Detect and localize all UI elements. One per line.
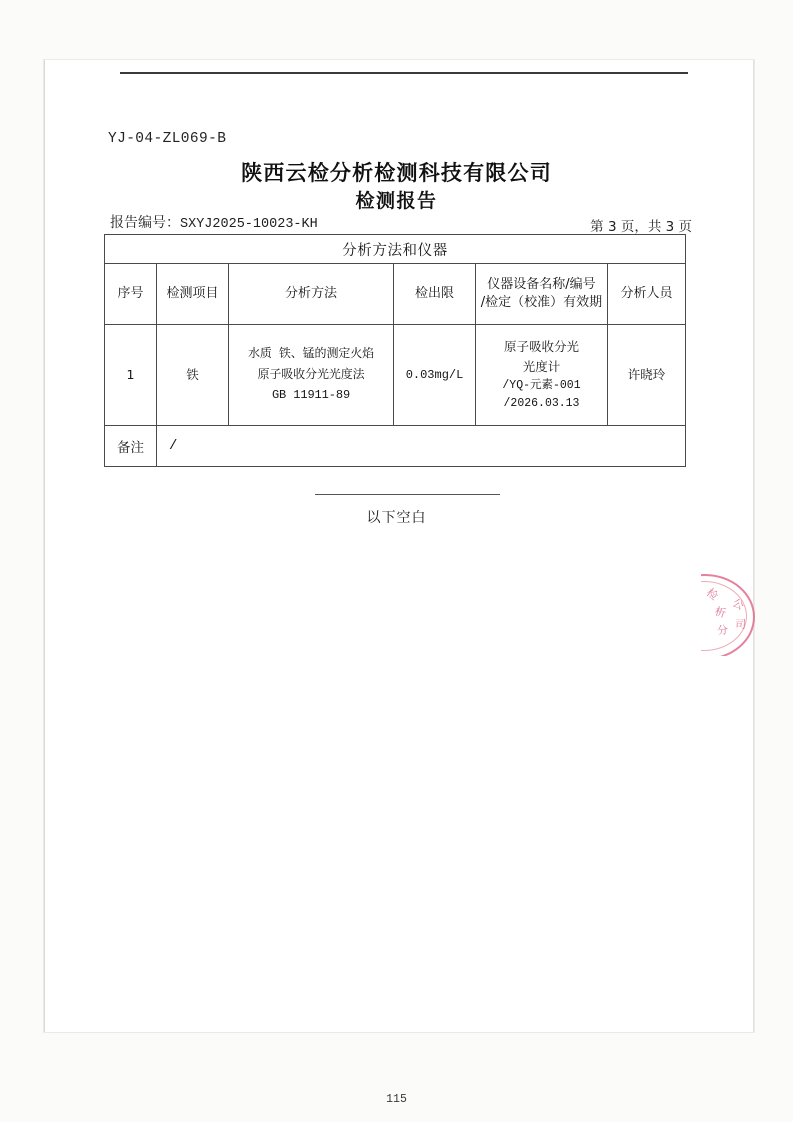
seal-char-3: 分 — [716, 623, 729, 638]
analysis-method-table — [104, 234, 686, 467]
column-header-item: 检测项目 — [157, 264, 229, 325]
table-remark-row — [105, 426, 686, 467]
column-header-instrument-line1: 仪器设备名称/编号 — [487, 277, 596, 293]
column-header-no: 序号 — [105, 264, 157, 325]
table-header-row — [105, 264, 686, 325]
cell-method — [229, 325, 394, 426]
remark-value: / — [157, 426, 686, 467]
report-number-value: SXYJ2025-10023-KH — [180, 217, 318, 232]
cell-instrument-line1: 原子吸收分光 — [503, 338, 579, 354]
column-header-analyst: 分析人员 — [608, 264, 686, 325]
report-number-label: 报告编号： — [110, 215, 180, 231]
report-title: 检测报告 — [355, 190, 438, 212]
remark-label: 备注 — [105, 426, 157, 467]
form-code: YJ-04-ZL069-B — [108, 131, 227, 147]
cell-instrument-line3: /YQ-元素-001 — [502, 378, 581, 392]
column-header-detection-limit: 检出限 — [394, 264, 476, 325]
seal-char-4: 公 — [730, 596, 747, 613]
cell-item: 铁 — [157, 325, 229, 426]
column-header-instrument — [476, 264, 608, 325]
footer-page-number: 115 — [386, 1093, 407, 1106]
blank-divider — [315, 494, 500, 495]
column-header-instrument-line2: /检定（校准）有效期 — [480, 295, 603, 310]
cell-instrument-line2: 光度计 — [522, 358, 561, 374]
table-band-title: 分析方法和仪器 — [105, 235, 686, 264]
seal-char-5: 司 — [734, 617, 747, 632]
cell-instrument — [476, 325, 608, 426]
column-header-method: 分析方法 — [229, 264, 394, 325]
cell-detection-limit: 0.03mg/L — [394, 325, 476, 426]
page-indicator: 第 3 页，共 3 页 — [590, 219, 692, 235]
table-band-row — [105, 235, 686, 264]
header-rule — [120, 72, 688, 74]
blank-notice: 以下空白 — [366, 510, 427, 526]
seal-char-1: 检 — [703, 585, 721, 603]
cell-instrument-line4: /2026.03.13 — [503, 397, 580, 410]
cell-method-line1: 水质 铁、锰的测定火焰 — [247, 347, 375, 362]
cell-method-line3: GB 11911-89 — [271, 388, 351, 403]
seal-char-2: 析 — [713, 604, 728, 621]
company-name: 陕西云检分析检测科技有限公司 — [241, 161, 552, 185]
table-row — [105, 325, 686, 426]
cell-analyst: 许晓玲 — [608, 325, 686, 426]
cell-method-line2: 原子吸收分光光度法 — [257, 367, 365, 382]
cell-no: 1 — [105, 325, 157, 426]
company-seal-stamp — [701, 574, 755, 656]
report-number — [110, 212, 318, 232]
